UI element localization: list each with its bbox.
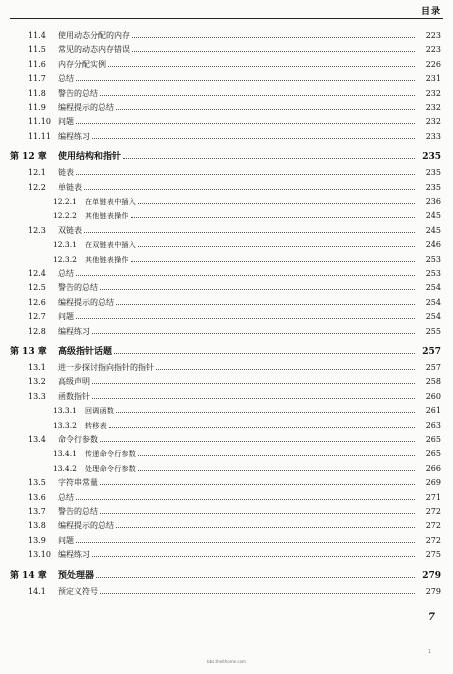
toc-entry-row (0, 388, 453, 402)
toc-number: 12.2.2 (53, 211, 77, 221)
toc-page-number: 232 (425, 88, 441, 98)
toc-page-number: 279 (422, 570, 441, 581)
toc-entry-row (0, 431, 453, 445)
toc-title: 问题 (58, 117, 74, 127)
toc-number: 13.9 (28, 535, 46, 545)
toc-page-number: 226 (425, 59, 441, 69)
toc-title: 在双链表中插入 (85, 241, 137, 250)
toc-page-number: 233 (425, 131, 441, 141)
toc-title: 编程练习 (58, 326, 90, 336)
toc-page-number: 258 (425, 377, 441, 387)
toc-page-number: 253 (425, 269, 441, 278)
toc-page-number: 253 (425, 254, 441, 264)
footer-url: bbs.theithome.com (207, 659, 246, 664)
dot-leader (116, 109, 415, 110)
toc-page-number: 255 (425, 326, 441, 336)
dot-leader (100, 513, 415, 514)
dot-leader (76, 318, 415, 319)
toc-page-number: 269 (425, 478, 441, 488)
toc-title: 字符串常量 (58, 478, 98, 488)
toc-entry-row (0, 113, 453, 127)
toc-title: 进一步探讨指向指针的指针 (58, 363, 154, 372)
toc-page-number: 231 (425, 74, 441, 84)
toc-title: 命令行参数 (58, 435, 98, 444)
toc-title: 其他链表操作 (85, 255, 129, 264)
toc-title: 预处理器 (58, 570, 95, 581)
toc-number: 13.5 (28, 478, 46, 488)
toc-number: 12.2 (28, 182, 46, 192)
toc-page-number: 261 (425, 406, 441, 416)
toc-page-number: 254 (425, 283, 441, 293)
toc-title: 编程练习 (58, 131, 90, 141)
toc-number: 13.3.2 (53, 420, 77, 430)
dot-leader (156, 369, 415, 370)
dot-leader (132, 51, 415, 52)
toc-number: 11.6 (28, 59, 46, 69)
toc-page-number: 254 (425, 312, 441, 322)
toc-number: 12.1 (28, 168, 46, 178)
toc-title: 转移表 (85, 421, 107, 430)
toc-entry-row (0, 460, 453, 474)
toc-number: 12.2.1 (53, 197, 77, 206)
toc-number: 第 14 章 (10, 570, 47, 581)
toc-number: 13.1 (28, 363, 46, 372)
toc-number: 12.5 (28, 283, 46, 293)
dot-leader (100, 95, 415, 96)
toc-title: 编程练习 (58, 550, 90, 560)
toc-entry-row (0, 546, 453, 560)
toc-number: 12.3.1 (53, 240, 77, 250)
toc-entry-row (0, 251, 453, 265)
toc-page-number: 266 (425, 463, 441, 473)
toc-page-number: 271 (425, 492, 441, 502)
dot-leader (116, 412, 415, 413)
dot-leader (109, 427, 415, 428)
toc-page-number: 272 (425, 535, 441, 545)
toc-entry-row (0, 294, 453, 308)
dot-leader (76, 499, 415, 500)
dot-leader (92, 383, 415, 384)
dot-leader (108, 66, 415, 67)
toc-chapter-row (0, 341, 453, 357)
toc-title: 双链表 (58, 225, 82, 235)
toc-page-number: 235 (425, 168, 441, 178)
toc-title: 处理命令行参数 (85, 464, 137, 473)
toc-page-number: 265 (425, 449, 441, 459)
toc-number: 13.4.1 (53, 449, 77, 459)
dot-leader (138, 203, 415, 204)
toc-number: 13.4 (28, 435, 46, 444)
toc-number: 12.3 (28, 225, 46, 235)
dot-leader (100, 441, 415, 442)
toc-title: 在单链表中插入 (85, 198, 137, 206)
dot-leader (132, 37, 415, 38)
dot-leader (138, 470, 415, 471)
dot-leader (84, 189, 415, 190)
toc-entry-row (0, 517, 453, 531)
toc-page-number: 257 (422, 347, 441, 357)
toc-entry-row (0, 402, 453, 416)
dot-leader (76, 174, 415, 175)
toc-page-number: 254 (425, 297, 441, 307)
dot-leader (100, 289, 415, 290)
toc-entry-row (0, 445, 453, 459)
toc-title: 警告的总结 (58, 283, 98, 293)
toc-number: 13.8 (28, 521, 46, 531)
toc-number: 13.10 (28, 550, 51, 560)
toc-entry-row (0, 179, 453, 193)
toc-title: 高级指针话题 (58, 347, 113, 357)
toc-page-number: 263 (425, 420, 441, 430)
toc-number: 12.6 (28, 297, 46, 307)
toc-title: 常见的动态内存错误 (58, 45, 130, 55)
toc-page-number: 260 (425, 391, 441, 401)
corner-mark: 1 (427, 649, 431, 655)
toc-page-number: 235 (422, 152, 441, 163)
toc-page-number: 223 (425, 31, 441, 40)
toc-number: 第 13 章 (10, 347, 47, 357)
toc-entry-row (0, 222, 453, 236)
dot-leader (84, 232, 415, 233)
dot-leader (96, 577, 415, 578)
dot-leader (92, 333, 415, 334)
toc-page-number: 265 (425, 435, 441, 444)
dot-leader (138, 246, 415, 247)
dot-leader (92, 398, 415, 399)
dot-leader (116, 304, 415, 305)
dot-leader (100, 484, 415, 485)
dot-leader (131, 261, 415, 262)
toc-number: 13.6 (28, 492, 46, 502)
toc-number: 13.3.1 (53, 406, 77, 416)
toc-entry-row (0, 70, 453, 84)
toc-page-number: 236 (425, 197, 441, 206)
toc-number: 11.10 (28, 117, 51, 127)
toc-title: 警告的总结 (58, 88, 98, 98)
toc-number: 13.3 (28, 391, 46, 401)
toc-number: 11.9 (28, 103, 46, 112)
toc-number: 13.2 (28, 377, 46, 387)
toc-number: 12.4 (28, 269, 46, 278)
toc-entry-row (0, 417, 453, 431)
toc-page-number: 275 (425, 550, 441, 560)
header-title: 目录 (420, 7, 441, 17)
toc-page-number: 232 (425, 103, 441, 112)
toc-entry-row (0, 164, 453, 178)
header-rule (10, 18, 443, 19)
toc-number: 12.3.2 (53, 254, 77, 264)
dot-leader (123, 158, 415, 159)
toc-entry-row (0, 207, 453, 221)
toc-number: 11.7 (28, 74, 46, 84)
toc-entry-row (0, 193, 453, 207)
toc-entry-row (0, 323, 453, 337)
toc-title: 高级声明 (58, 377, 90, 387)
dot-leader (76, 275, 415, 276)
toc-page-number: 223 (425, 45, 441, 55)
toc-number: 11.5 (28, 45, 46, 55)
toc-page-number: 272 (425, 521, 441, 531)
toc-number: 第 12 章 (10, 152, 47, 163)
toc-title: 单链表 (58, 182, 82, 192)
toc-title: 使用结构和指针 (58, 152, 122, 163)
dot-leader (116, 527, 415, 528)
toc-entry-row (0, 489, 453, 503)
toc-title: 内存分配实例 (58, 59, 106, 69)
toc-page-number: 235 (425, 182, 441, 192)
toc-entry-row (0, 373, 453, 387)
toc-title: 回调函数 (85, 407, 115, 416)
toc-title: 传递命令行参数 (85, 450, 137, 459)
dot-leader (138, 455, 415, 456)
toc-page-number: 257 (425, 363, 441, 372)
toc-entry-row (0, 41, 453, 55)
toc-page-number: 245 (425, 211, 441, 221)
toc-entry-row (0, 99, 453, 113)
toc-page-number: 245 (425, 225, 441, 235)
toc-title: 链表 (58, 168, 74, 178)
dot-leader (76, 80, 415, 81)
toc-number: 13.4.2 (53, 463, 77, 473)
toc-number: 12.8 (28, 326, 46, 336)
toc-title: 总结 (58, 492, 74, 502)
toc-entry-row (0, 128, 453, 142)
toc-title: 其他链表操作 (85, 212, 129, 221)
toc-title: 总结 (58, 74, 74, 84)
dot-leader (76, 542, 415, 543)
toc-page-number: 272 (425, 507, 441, 516)
toc-number: 14.1 (28, 586, 46, 596)
toc-number: 11.11 (28, 131, 51, 141)
toc-number: 13.7 (28, 507, 46, 516)
dot-leader (131, 217, 415, 218)
toc-entry-row (0, 27, 453, 41)
toc-entry-row (0, 236, 453, 250)
dot-leader (76, 123, 415, 124)
toc-entry-row (0, 85, 453, 99)
toc-title: 编程提示的总结 (58, 521, 114, 531)
toc-title: 编程提示的总结 (58, 103, 114, 112)
toc-number: 12.7 (28, 312, 46, 322)
toc-chapter-row (0, 565, 453, 581)
toc-entry-row (0, 532, 453, 546)
toc-entry-row (0, 474, 453, 488)
toc-entry-row (0, 265, 453, 279)
toc-title: 使用动态分配的内存 (58, 31, 130, 40)
toc-number: 11.4 (28, 31, 46, 40)
toc-entry-row (0, 359, 453, 373)
toc-number: 11.8 (28, 88, 46, 98)
dot-leader (92, 138, 415, 139)
toc-entry-row (0, 308, 453, 322)
toc-entry-row (0, 279, 453, 293)
toc-entry-row (0, 503, 453, 517)
toc-title: 总结 (58, 269, 74, 278)
dot-leader (92, 556, 415, 557)
toc-title: 预定义符号 (58, 586, 98, 596)
toc-page-number: 279 (425, 586, 441, 596)
toc-title: 函数指针 (58, 391, 90, 401)
toc-entry-row (0, 56, 453, 70)
toc-title: 警告的总结 (58, 507, 98, 516)
toc-page-number: 246 (425, 240, 441, 250)
dot-leader (100, 593, 415, 594)
toc-title: 问题 (58, 312, 74, 322)
toc-chapter-row (0, 146, 453, 162)
toc-title: 编程提示的总结 (58, 297, 114, 307)
dot-leader (114, 353, 415, 354)
toc-page-number: 232 (425, 117, 441, 127)
page-number: 7 (428, 612, 435, 623)
toc-entry-row (0, 583, 453, 597)
toc-title: 问题 (58, 535, 74, 545)
